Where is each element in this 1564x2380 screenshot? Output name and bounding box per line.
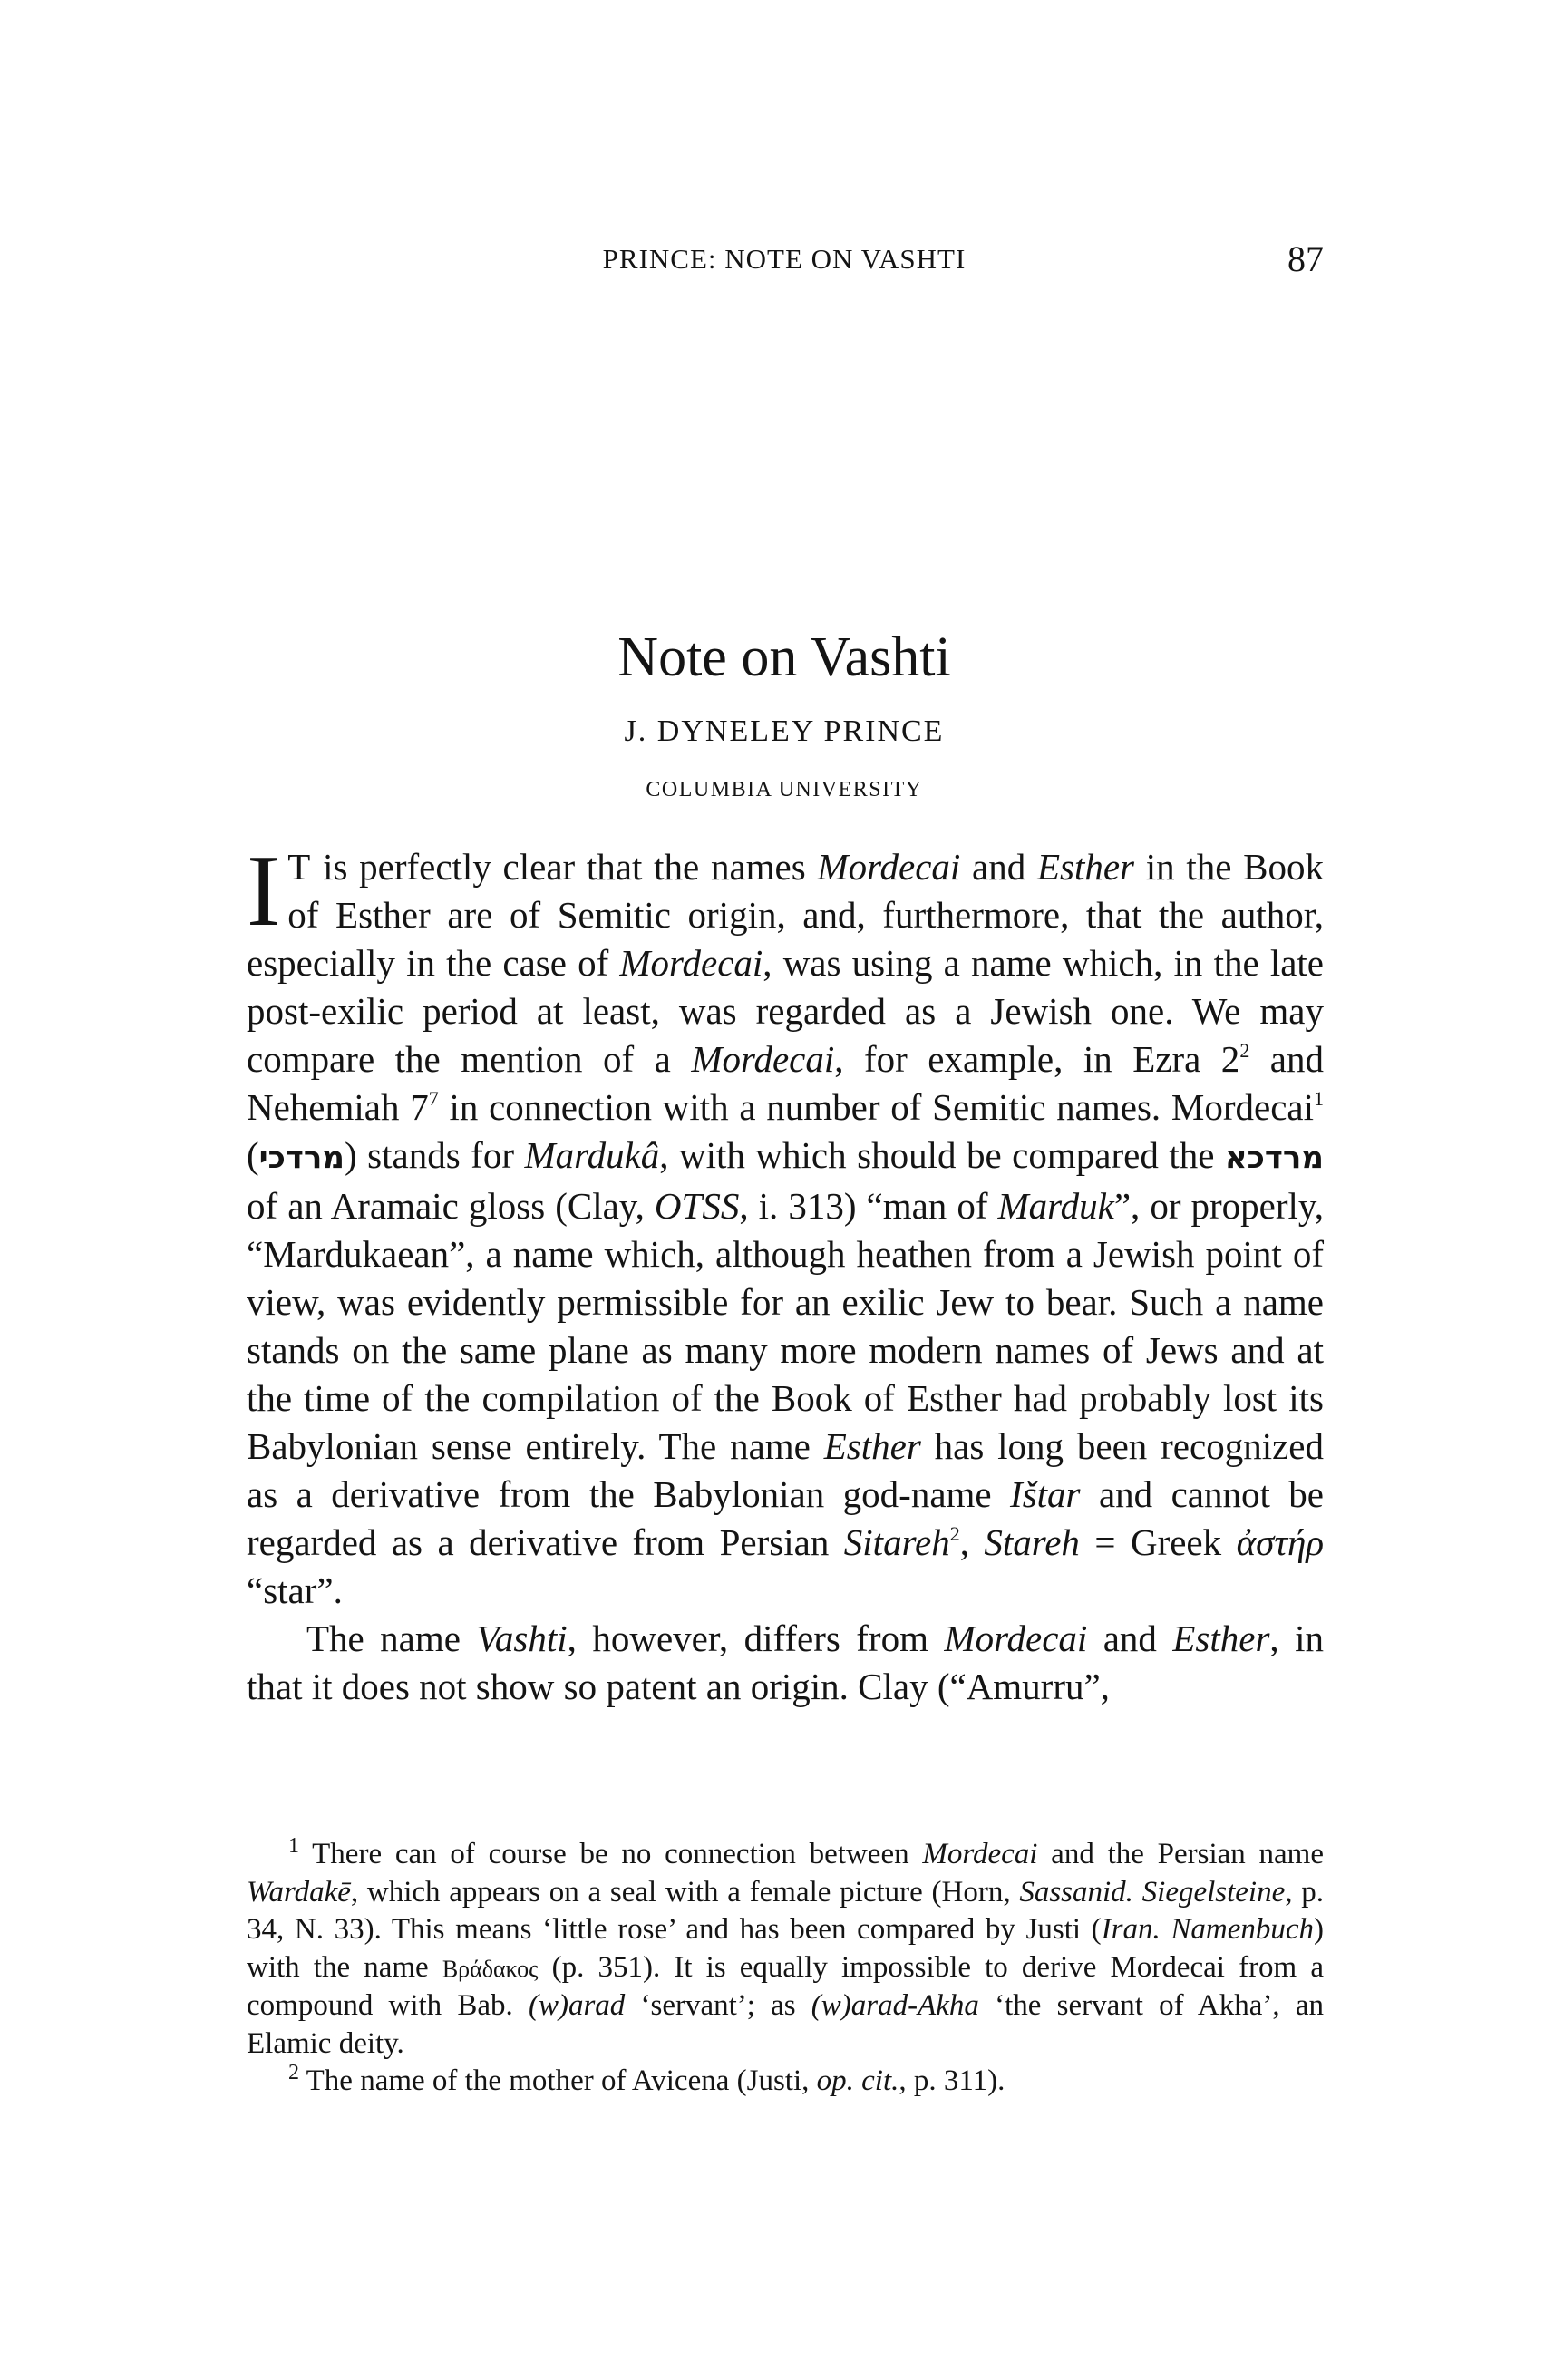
- italic-name: Esther: [1172, 1617, 1270, 1659]
- italic-name: Stareh: [984, 1521, 1080, 1563]
- footnote-number: 1: [288, 1834, 299, 1858]
- italic-name: Esther: [1036, 846, 1134, 888]
- italic-name: Mardukâ: [524, 1134, 660, 1176]
- footnote-ref-1: 1: [1314, 1087, 1324, 1110]
- footnotes: [247, 1836, 1324, 2101]
- running-head: [245, 238, 1324, 297]
- italic-name: Sitareh: [843, 1521, 950, 1563]
- aramaic-word: מרדכא: [1224, 1140, 1324, 1176]
- italic-name: Marduk: [997, 1185, 1114, 1227]
- italic-name: Mordecai: [691, 1038, 835, 1080]
- footnote-2: $^2$ The name of the mother of Avicena (Justi, op. cit., p. 311).: [288, 2061, 1005, 2097]
- paragraph-1: I T is perfectly clear that the names Mordecai and Esther in the Book of Esther are of Semitic origin, and, furthermore, that the author, especially in the case of Mordecai, was using a name which, in the late post-exilic period at least, was regarded as a Jewish one. We may compare the mention of a Mordecai, for example, in Ezra $2^2$ and Nehemiah $7^7$ in connection with a number of Semitic names. Mordecai$^1$ (מרדכי) stands for Mardukâ, with which should be compared the מרדכא of an Aramaic gloss (Clay, OTSS, i. 313) “man of Marduk”, or properly, “Mardukaean”, a name which, although heathen from a Jewish point of view, was evidently permissible for an exilic Jew to bear. Such a name stands on the same plane as many more modern names of Jews and at the time of the compilation of the Book of Esther had probably lost its Babylonian sense entirely. The name Esther has long been recognized as a derivative from the Babylonian god-name Ištar and cannot be regarded as a derivative from Persian Sitareh$^2$, Stareh = Greek ἀστήρ “star”.: [247, 835, 1325, 1611]
- italic-name: Mordecai: [944, 1617, 1088, 1659]
- verse-number: 2: [1239, 1039, 1250, 1062]
- footnote-1: $^1$ There can of course be no connection between Mordecai and the Persian name Wardakē, which appears on a seal with a female picture (Horn, Sassanid. Siegelsteine, p. 34, N. 33). This means ‘little rose’ and has been compared by Justi (Iran. Namenbuch) with the name Βράδακος (p. 351). It is equally impossible to derive Mordecai from a compound with Bab. (w)arad ‘servant’; as (w)arad-Akha ‘the servant of Akha’, an Elamic deity.: [247, 1834, 1325, 2060]
- greek-word: ἀστήρ: [1236, 1521, 1325, 1563]
- footnote-ref-2: 2: [949, 1522, 960, 1545]
- italic-name: Mordecai: [619, 942, 763, 984]
- page-number: 87: [1287, 238, 1324, 279]
- author-affiliation: COLUMBIA UNIVERSITY: [646, 778, 923, 801]
- author-name: J. DYNELEY PRINCE: [624, 714, 945, 748]
- italic-name: Mordecai: [817, 846, 961, 888]
- footnote-number: 2: [288, 2061, 299, 2084]
- running-title: PRINCE: NOTE ON VASHTI: [602, 243, 967, 275]
- drop-cap: I: [247, 835, 281, 947]
- italic-name: Vashti: [476, 1617, 568, 1659]
- verse-number: 7: [428, 1087, 439, 1110]
- hebrew-word: מרדכי: [258, 1140, 345, 1176]
- italic-title: OTSS: [654, 1185, 740, 1227]
- italic-name: Ištar: [1010, 1473, 1081, 1515]
- body-text: [247, 835, 1325, 1711]
- greek-word: Βράδακος: [442, 1955, 539, 1982]
- paragraph-2: The name Vashti, however, differs from Mordecai and Esther, in that it does not show so patent an origin. Clay (“Amurru”,: [247, 1617, 1325, 1707]
- italic-name: Esther: [823, 1425, 921, 1467]
- article-title: Note on Vashti: [617, 627, 951, 688]
